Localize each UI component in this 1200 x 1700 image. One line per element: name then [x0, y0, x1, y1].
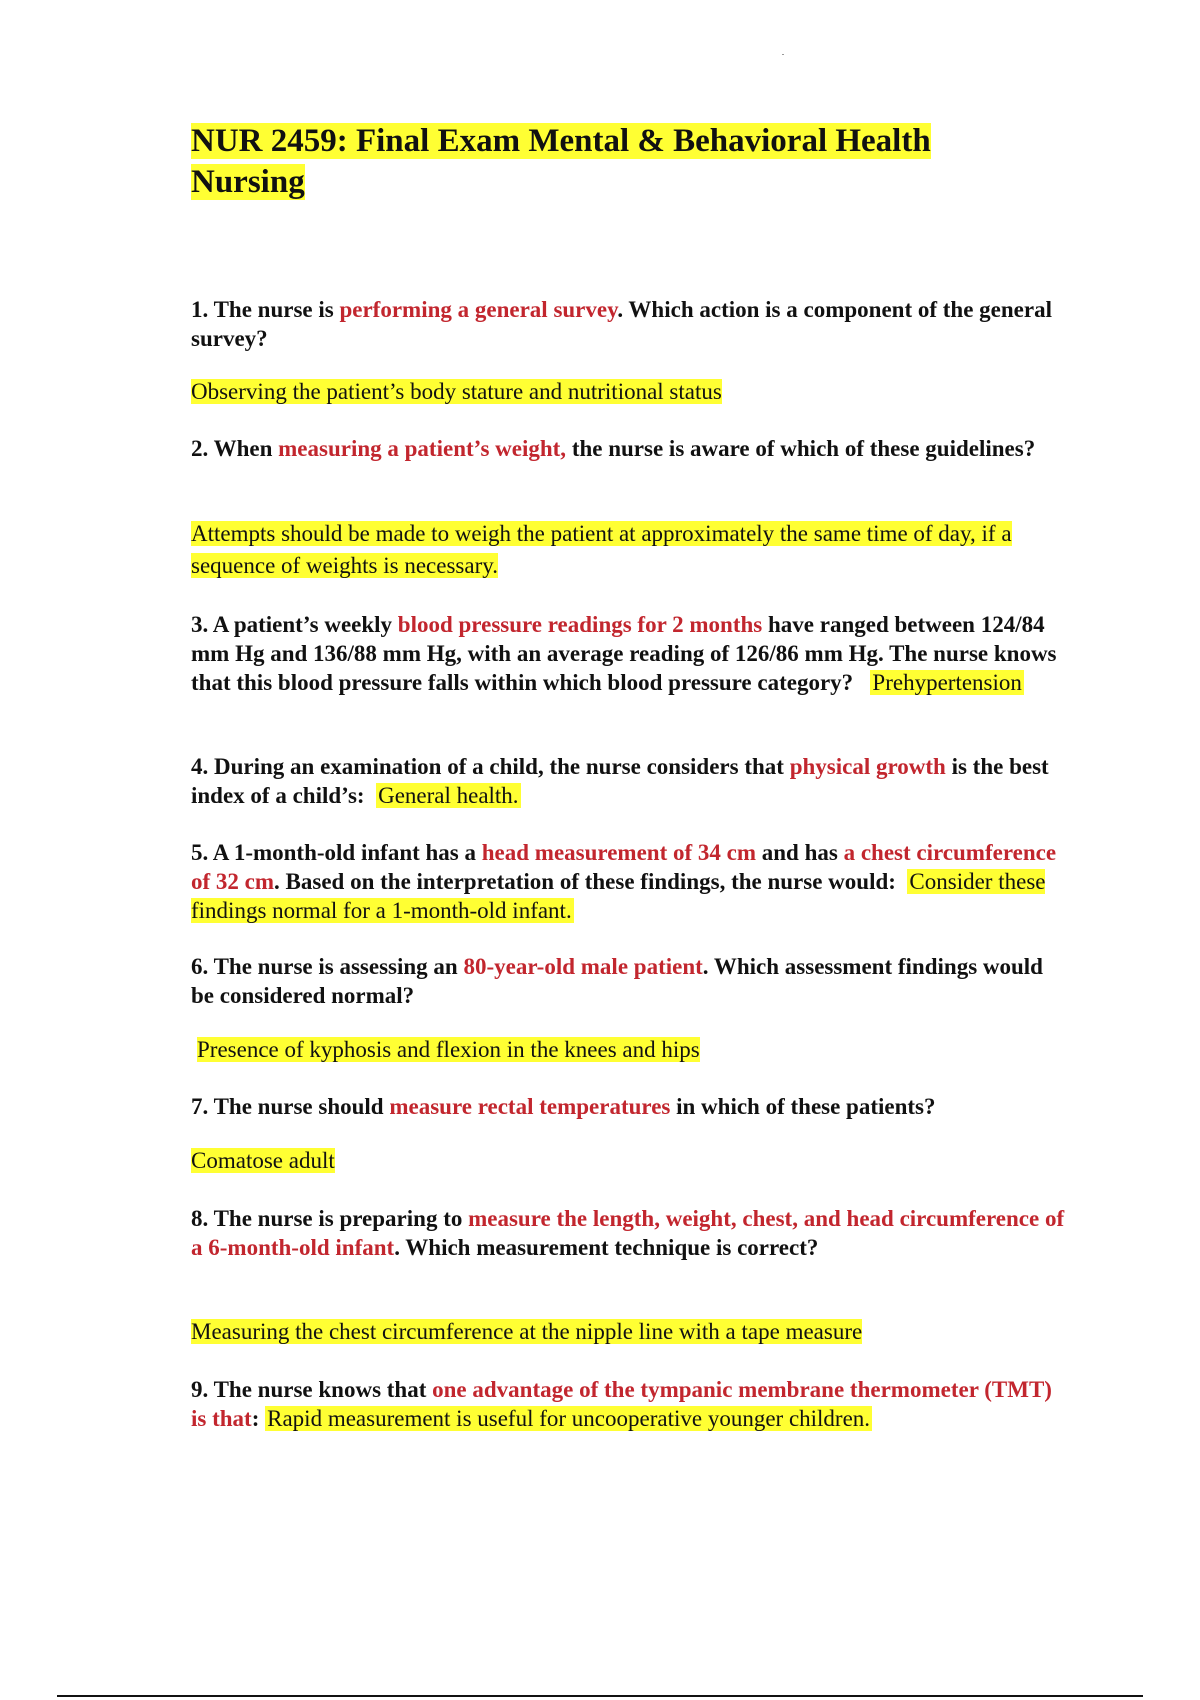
scan-speck — [782, 54, 784, 55]
question-number: 5. — [191, 840, 209, 865]
question-emphasis: 80-year-old male patient — [463, 954, 703, 979]
answer-highlight: Rapid measurement is useful for uncooperative younger children. — [267, 1406, 871, 1431]
question-emphasis: blood pressure readings for 2 months — [397, 612, 763, 637]
question-text: the nurse is aware of which of these guidelines? — [566, 436, 1036, 461]
question-emphasis: performing a general survey — [339, 297, 618, 322]
question-number: 2. — [191, 436, 209, 461]
document-title — [191, 121, 1051, 203]
answer-highlight: Prehypertension — [872, 670, 1022, 695]
question-text: . Which measurement technique is correct? — [394, 1235, 819, 1260]
question-text: . Based on the interpretation of these findings, the nurse would: — [274, 869, 896, 894]
answer-highlight: Attempts should be made to weigh the patient at approximately the same time of day, if a sequence of weights is necessary. — [191, 521, 1012, 578]
question-8 — [191, 1204, 1071, 1262]
question-1 — [191, 295, 1071, 353]
answer-highlight: Consider these findings normal for a 1-month-old infant. — [191, 869, 1046, 923]
question-3 — [191, 610, 1071, 697]
answer-highlight: Presence of kyphosis and flexion in the knees and hips — [197, 1037, 700, 1062]
question-text: and has — [756, 840, 844, 865]
question-text: have ranged between 124/84 mm Hg and 136/88 mm Hg, with an average reading of 126/86 mm Hg. The nurse knows that this blood pressure falls within which blood pressure category? — [191, 612, 1057, 695]
answer-highlight: Measuring the chest circumference at the nipple line with a tape measure — [191, 1319, 863, 1344]
question-text: The nurse is assessing an — [208, 954, 464, 979]
question-number: 6. — [191, 954, 209, 979]
answer-6 — [197, 1034, 1097, 1066]
page-bottom-rule — [57, 1695, 1143, 1697]
question-number: 4. — [191, 754, 209, 779]
question-text: A patient’s weekly — [208, 612, 398, 637]
question-5 — [191, 838, 1071, 925]
question-4 — [191, 752, 1071, 810]
question-7 — [191, 1092, 1071, 1121]
question-text: The nurse is preparing to — [208, 1206, 469, 1231]
question-text: : — [251, 1406, 260, 1431]
question-emphasis: measuring a patient’s weight, — [278, 436, 567, 461]
answer-highlight: Observing the patient’s body stature and nutritional status — [191, 379, 722, 404]
question-emphasis: measure the length, weight, chest, and head circumference of a 6-month-old infant — [191, 1206, 1065, 1260]
answer-2 — [191, 518, 1091, 582]
question-text: . Which assessment findings would be considered normal? — [191, 954, 1043, 1008]
answer-highlight: Comatose adult — [191, 1148, 335, 1173]
question-text: When — [208, 436, 279, 461]
question-number: 7. — [191, 1094, 209, 1119]
question-number: 3. — [191, 612, 209, 637]
answer-8 — [191, 1316, 1091, 1348]
question-emphasis: a chest circumference of 32 cm — [191, 840, 1057, 894]
question-text: The nurse knows that — [208, 1377, 433, 1402]
question-text: A 1-month-old infant has a — [208, 840, 482, 865]
question-number: 8. — [191, 1206, 209, 1231]
question-text: in which of these patients? — [670, 1094, 936, 1119]
answer-7 — [191, 1145, 1091, 1177]
question-text: During an examination of a child, the nurse considers that — [208, 754, 790, 779]
question-2 — [191, 434, 1071, 463]
title-highlight: NUR 2459: Final Exam Mental & Behavioral Health Nursing — [191, 123, 931, 200]
answer-highlight: General health. — [378, 783, 519, 808]
question-text: . Which action is a component of the general survey? — [191, 297, 1052, 351]
question-9 — [191, 1375, 1071, 1433]
question-emphasis: physical growth — [789, 754, 946, 779]
question-text: The nurse should — [208, 1094, 390, 1119]
question-number: 9. — [191, 1377, 209, 1402]
question-text: is the best index of a child’s: — [191, 754, 1049, 808]
question-emphasis: head measurement of 34 cm — [481, 840, 757, 865]
answer-1 — [191, 376, 1091, 408]
question-number: 1. — [191, 297, 209, 322]
question-emphasis: measure rectal temperatures — [389, 1094, 671, 1119]
question-6 — [191, 952, 1071, 1010]
question-text: The nurse is — [208, 297, 340, 322]
question-emphasis: one advantage of the tympanic membrane thermometer (TMT) is that — [191, 1377, 1052, 1431]
